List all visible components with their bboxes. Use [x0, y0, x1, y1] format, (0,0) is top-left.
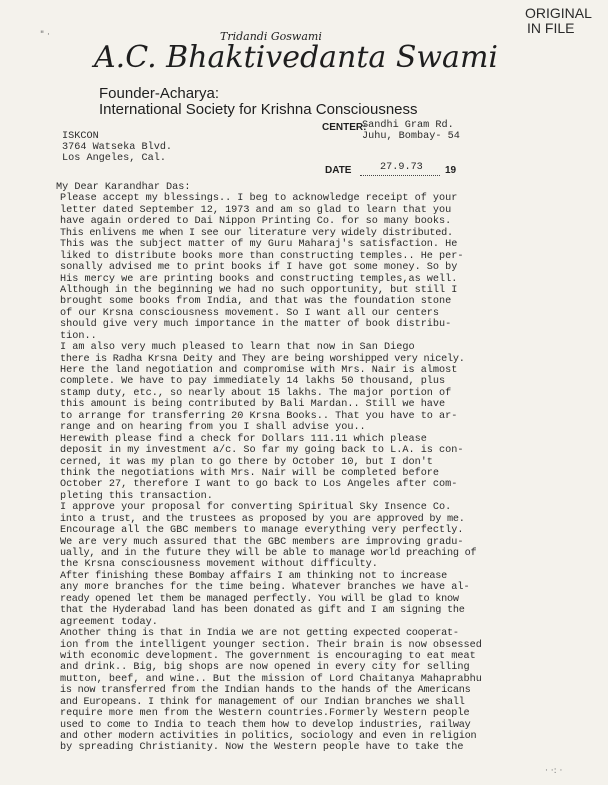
- center-address: [362, 120, 460, 142]
- address-line: 3764 Watseka Blvd.: [62, 142, 173, 153]
- date-label: DATE: [325, 165, 352, 176]
- date-year-suffix: 19: [445, 165, 457, 176]
- letterhead-title: Tridandi Goswami: [220, 30, 322, 43]
- letter-line: should give very much importance in the matter of book distribu-: [60, 319, 452, 331]
- letter-line: I am also very much pleased to learn that now in San Diego: [60, 342, 415, 354]
- letter-line: and drink.. Big, big shops are now opened in every city for selling: [60, 662, 470, 674]
- letter-line: of our Krsna consciousness movement. So I want all our centers: [60, 307, 440, 319]
- letter-line: Please accept my blessings.. I beg to acknowledge receipt of your: [60, 193, 458, 205]
- stamp-line-2: IN FILE: [527, 20, 575, 36]
- letter-line: complete. We have to pay immediately 14 lakhs 50 thousand, plus: [60, 376, 446, 388]
- letter-line: pleting this transaction.: [60, 490, 213, 502]
- letter-line: After finishing these Bombay affairs I am thinking not to increase: [60, 570, 447, 582]
- letter-line: liked to distribute books more than constructing temples.. He per-: [60, 250, 464, 262]
- letter-line: the Krsna consciousness movement without difficulty.: [60, 559, 378, 571]
- original-in-file-stamp: [525, 6, 605, 36]
- letter-line: Herewith please find a check for Dollars 111.11 which please: [60, 433, 427, 445]
- center-line: Juhu, Bombay- 54: [362, 131, 460, 142]
- letter-line: this amount is being contributed by Bali Mardan.. Still we have: [60, 399, 446, 411]
- letter-line: cerned, it was my plan to go there by October 10, but I don't: [60, 456, 433, 468]
- letterhead-name: A.C. Bhaktivedanta Swami: [94, 40, 498, 75]
- margin-mark: · ·: ·: [545, 766, 563, 776]
- letter-line: This was the subject matter of my Guru Maharaj's satisfaction. He: [60, 239, 458, 251]
- address-line: Los Angeles, Cal.: [62, 153, 166, 164]
- letter-line: that the Hyderabad land has been donated as gift and I am signing the: [60, 605, 465, 617]
- letter-line: ready opened let them be managed perfectly. You will be glad to know: [60, 593, 459, 605]
- letter-line: Although in the beginning we had no such opportunity, but still I: [60, 284, 458, 296]
- date-value: 27.9.73: [380, 162, 423, 173]
- letter-line: and Europeans. I think for management of our Indian branches we shall: [60, 696, 465, 708]
- letter-line: any more branches for the time being. Whatever branches we have al-: [60, 582, 470, 594]
- date-underline: [360, 175, 440, 176]
- letter-line: agreement today.: [60, 616, 158, 628]
- letter-line: there is Radha Krsna Deity and They are being worshipped very nicely.: [60, 353, 465, 365]
- letter-line: into a trust, and the trustees as proposed by you are approved by me.: [60, 513, 465, 525]
- letter-line: letter dated September 12, 1973 and am so glad to learn that you: [60, 204, 452, 216]
- letter-line: stamp duty, etc., so nearly about 15 lakhs. The major portion of: [60, 387, 452, 399]
- letter-line: October 27, therefore I want to go back to Los Angeles after com-: [60, 479, 458, 491]
- address-line: ISKCON: [62, 131, 99, 142]
- letter-line: have again ordered to Dai Nippon Printing Co. for so many books.: [60, 216, 452, 228]
- letter-line: require more men from the Western countries.Formerly Western people: [60, 708, 470, 720]
- letter-line: Here the land negotiation and compromise with Mrs. Nair is almost: [60, 365, 458, 376]
- margin-mark: " ·: [40, 30, 50, 40]
- letter-line: Another thing is that in India we are not getting expected cooperat-: [60, 628, 459, 640]
- letter-line: to arrange for transferring 20 Krsna Books.. That you have to ar-: [60, 410, 458, 422]
- letter-line: is now transferred from the Indian hands to the hands of the Americans: [60, 685, 471, 697]
- letter-line: think the negotiations with Mrs. Nair will be completed before: [60, 467, 440, 479]
- letter-body: [56, 182, 595, 754]
- letter-line: ually, and in the future they will be able to manage world preaching of: [60, 548, 477, 559]
- letterhead-society: International Society for Krishna Consciousness: [99, 101, 418, 118]
- letter-line: ion from the intelligent younger section. Their brain is now obsessed: [60, 639, 482, 651]
- center-label: CENTER:: [322, 122, 367, 133]
- letter-line: mutton, beef, and wine.. But the mission of Lord Chaitanya Mahaprabhu: [60, 673, 482, 685]
- letter-line: My Dear Karandhar Das:: [56, 182, 191, 193]
- letter-line: We are very much assured that the GBC members are improving gradu-: [60, 536, 464, 548]
- letter-line: brought some books from India, and that was the foundation stone: [60, 296, 452, 308]
- letter-line: I approve your proposal for converting Spiritual Sky Insence Co.: [60, 502, 452, 514]
- letter-line: This enlivens me when I see our literature very widely distributed.: [60, 227, 453, 239]
- letter-line: used to come to India to teach them how to develop industries, railway: [60, 719, 471, 731]
- recipient-address: [62, 131, 172, 164]
- letter-line: deposit in my investment a/c. So far my going back to L.A. is con-: [60, 445, 464, 457]
- letter-line: with economic development. The government is encouraging to eat meat: [60, 650, 476, 662]
- letter-line: tion..: [60, 330, 97, 342]
- letterhead-founder: Founder-Acharya:: [99, 85, 220, 102]
- letter-line: sonally advised me to print books if I have got some money. So by: [60, 262, 458, 274]
- letter-line: by spreading Christianity. Now the Western people have to take the: [60, 742, 464, 754]
- letter-line: His mercy we are printing books and constructing temples,as well.: [60, 273, 458, 285]
- stamp-line-1: ORIGINAL: [525, 5, 592, 21]
- letter-line: range and on hearing from you I shall advise you..: [60, 422, 366, 434]
- letter-line: Encourage all the GBC members to manage everything very perfectly.: [60, 525, 464, 537]
- letter-line: and other modern activities in politics, sociology and even in religion: [60, 731, 477, 742]
- center-line: Sandhi Gram Rd.: [362, 120, 454, 131]
